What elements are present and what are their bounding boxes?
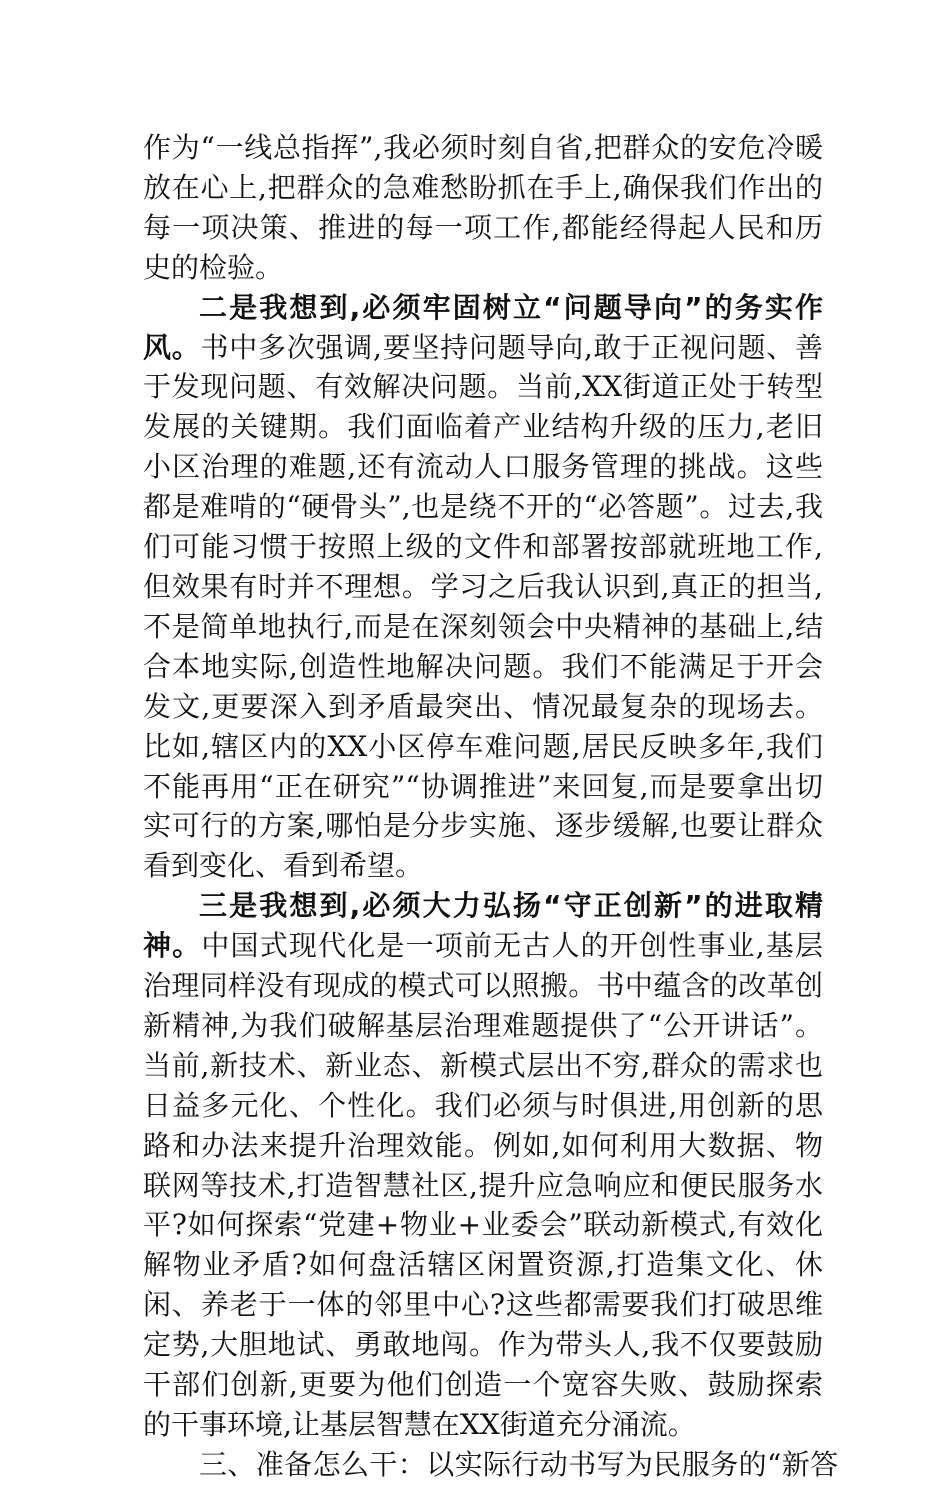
point-2-heading: 二是我想到,必须牢固树立“问题导向”的务实作风。 [143, 290, 823, 364]
point-3-heading: 三是我想到,必须大力弘扬“守正创新”的进取精神。 [143, 889, 823, 963]
point-2-body: 书中多次强调,要坚持问题导向,敢于正视问题、善于发现问题、有效解决问题。当前,XX街道正处于转型发展的关键期。我们面临着产业结构升级的压力,老旧小区治理的难题,还有流动人口服务管理的挑战。这些都是难啃的“硬骨头”,也是绕不开的“必答题”。过去,我们可能习惯于按照上级的文件和部署按部就班地工作,但效果有时并不理想。学习之后我认识到,真正的担当,不是简单地执行,而是在深刻领会中央精神的基础上,结合本地实际,创造性地解决问题。我们不能满足于开会发文,更要深入到矛盾最突出、情况最复杂的现场去。比如,辖区内的XX小区停车难问题,居民反映多年,我们不能再用“正在研究”“协调推进”来回复,而是要拿出切实可行的方案,哪怕是分步实施、逐步缓解,也要让群众看到变化、看到希望。 [143, 330, 823, 883]
paragraph-point-3 [143, 886, 823, 1445]
point-3-body: 中国式现代化是一项前无古人的开创性事业,基层治理同样没有现成的模式可以照搬。书中蕴含的改革创新精神,为我们破解基层治理难题提供了“公开讲话”。当前,新技术、新业态、新模式层出不穷,群众的需求也日益多元化、个性化。我们必须与时俱进,用创新的思路和办法来提升治理效能。例如,如何利用大数据、物联网等技术,打造智慧社区,提升应急响应和便民服务水平?如何探索“党建+物业+业委会”联动新模式,有效化解物业矛盾?如何盘活辖区闲置资源,打造集文化、休闲、养老于一体的邻里中心?这些都需要我们打破思维定势,大胆地试、勇敢地闯。作为带头人,我不仅要鼓励干部们创新,更要为他们创造一个宽容失败、鼓励探索的干事环境,让基层智慧在XX街道充分涌流。 [143, 929, 823, 1441]
section-3-heading: 三、准备怎么干：以实际行动书写为民服务的“新答 [199, 1447, 839, 1481]
document-body [143, 128, 839, 1485]
paragraph-point-2 [143, 288, 823, 887]
paragraph-intro-end: 作为“一线总指挥”,我必须时刻自省,把群众的安危冷暖放在心上,把群众的急难愁盼抓在手上,确保我们作出的每一项决策、推进的每一项工作,都能经得起人民和历史的检验。 [143, 131, 823, 284]
